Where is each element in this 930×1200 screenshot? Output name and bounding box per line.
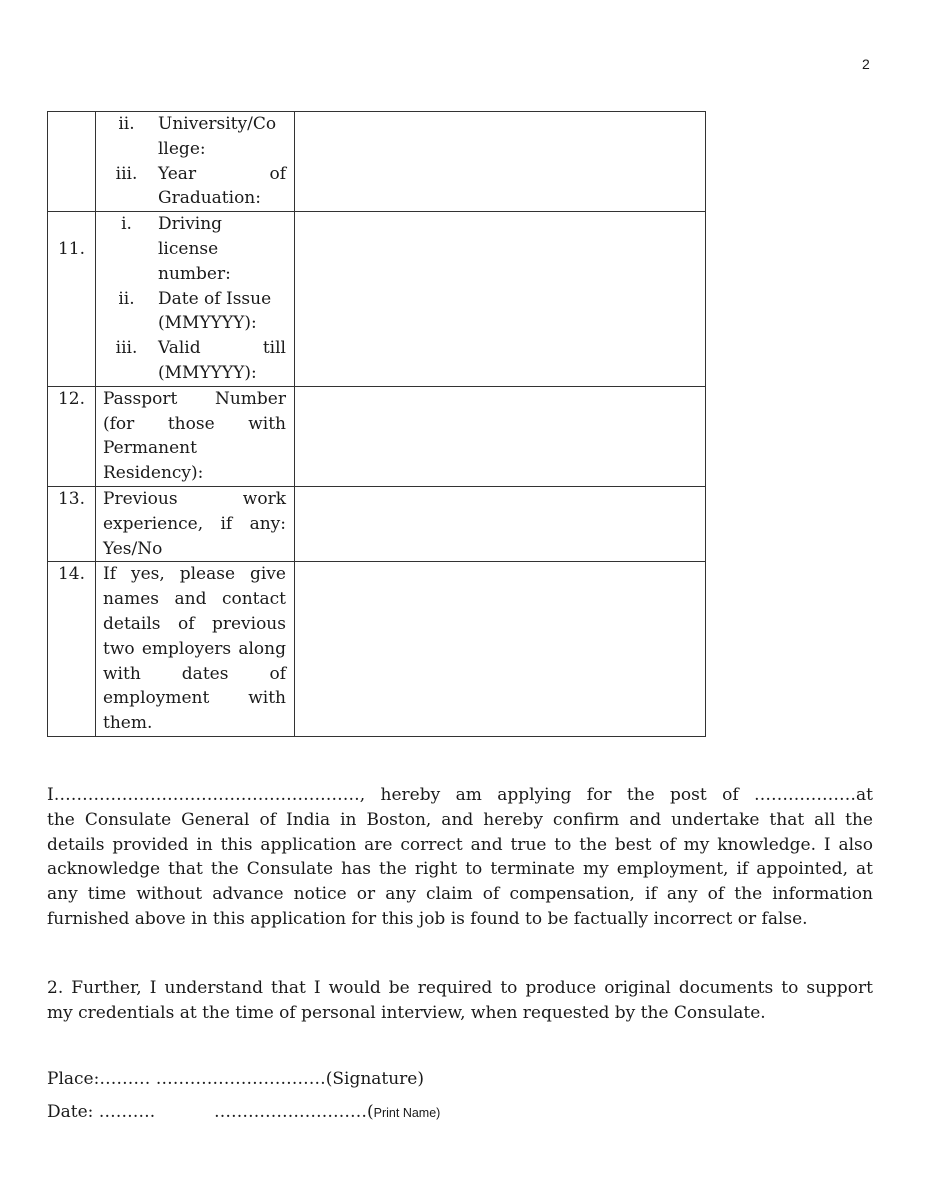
row-number-cell (48, 212, 96, 387)
label-line: University/Co (158, 114, 277, 134)
field-label-cell (96, 562, 295, 737)
label-line: (for those with (103, 413, 286, 434)
row-number-cell (48, 486, 96, 561)
sub-item-text (158, 112, 286, 162)
label-line: employment with (103, 688, 286, 709)
sub-item (103, 212, 286, 286)
sub-item-number: ii. (118, 288, 135, 309)
table-row-12 (48, 386, 706, 486)
label-line: details of previous (103, 613, 286, 634)
place-signature-line (47, 1069, 424, 1089)
paragraph-line: 2. Further, I understand that I would be required to produce original documents to support (47, 978, 873, 998)
label-line: (MMYYYY): (158, 313, 257, 334)
label-line: them. (103, 713, 153, 734)
label-line: two employers along (103, 638, 286, 659)
row-number-cell (48, 112, 96, 212)
declaration-line: details provided in this application are correct and true to the best of my knowledge. I also (47, 834, 873, 855)
declaration-line: acknowledge that the Consulate has the right to terminate my employment, if appointed, at (47, 859, 873, 880)
declaration-line: furnished above in this application for this job is found to be factually incorrect or false. (47, 908, 808, 929)
sub-item-number: ii. (118, 114, 135, 134)
label-line: number: (158, 263, 231, 284)
label-line: llege: (158, 138, 206, 159)
print-name-field (214, 1102, 440, 1122)
label-line: license (158, 238, 219, 259)
label-line: Driving (158, 214, 223, 235)
sub-item (103, 336, 286, 386)
row-number-cell (48, 562, 96, 737)
label-line: Residency): (103, 463, 204, 484)
field-label-cell (96, 486, 295, 561)
label-line: Date of Issue (158, 288, 272, 309)
table-row-14 (48, 562, 706, 737)
declaration-paragraph (47, 783, 873, 932)
declaration-line: I………………………………………………, hereby am applying for the post of ………………at (47, 785, 873, 805)
sub-item-number: iii. (115, 338, 138, 359)
declaration-line: any time without advance notice or any claim of compensation, if any of the information (47, 884, 873, 905)
application-form-table (47, 111, 706, 737)
table-row-13 (48, 486, 706, 561)
label-line: Graduation: (158, 188, 261, 209)
print-name-dots: ………………………( (214, 1102, 374, 1122)
page-number: 2 (862, 56, 870, 72)
table-row-11 (48, 212, 706, 387)
label-line: Permanent (103, 438, 197, 459)
sub-item (103, 112, 286, 162)
answer-cell[interactable] (295, 486, 706, 561)
row-number-cell (48, 386, 96, 486)
print-name-label: Print Name) (373, 1106, 441, 1120)
sub-item (103, 287, 286, 337)
understanding-paragraph (47, 976, 873, 1026)
field-label-cell (96, 212, 295, 387)
field-label-cell (96, 112, 295, 212)
row-number: 14. (57, 564, 86, 585)
row-number: 11. (57, 239, 86, 260)
sub-item (103, 162, 286, 212)
row-number: 13. (57, 488, 86, 509)
answer-cell[interactable] (295, 386, 706, 486)
field-label-cell (96, 386, 295, 486)
date-label: Date: ………. (47, 1102, 156, 1122)
label-line: Year of (158, 163, 286, 184)
sub-item-text (158, 162, 286, 212)
sub-item-text (158, 212, 286, 286)
label-line: experience, if any: (103, 513, 286, 534)
table-row-10 (48, 112, 706, 212)
label-line: If yes, please give (103, 564, 286, 585)
label-line: with dates of (103, 663, 286, 684)
label-line: Passport Number (103, 388, 286, 409)
date-print-name-line (47, 1102, 547, 1122)
sub-item-number: i. (121, 214, 132, 235)
paragraph-line: my credentials at the time of personal interview, when requested by the Consulate. (47, 1002, 766, 1023)
label-line: names and contact (103, 589, 286, 610)
label-line: Yes/No (103, 538, 163, 559)
answer-cell[interactable] (295, 562, 706, 737)
label-line: Previous work (103, 488, 286, 509)
answer-cell[interactable] (295, 112, 706, 212)
label-line: Valid till (158, 338, 286, 359)
sub-item-number: iii. (115, 163, 138, 184)
declaration-line: the Consulate General of India in Boston, and hereby confirm and undertake that all the (47, 809, 873, 830)
label-line: (MMYYYY): (158, 362, 257, 383)
row-number: 12. (57, 388, 86, 409)
sub-item-text (158, 287, 286, 337)
answer-cell[interactable] (295, 212, 706, 387)
place-signature-text: Place:……… …………………………(Signature) (47, 1069, 425, 1089)
sub-item-text (158, 336, 286, 386)
